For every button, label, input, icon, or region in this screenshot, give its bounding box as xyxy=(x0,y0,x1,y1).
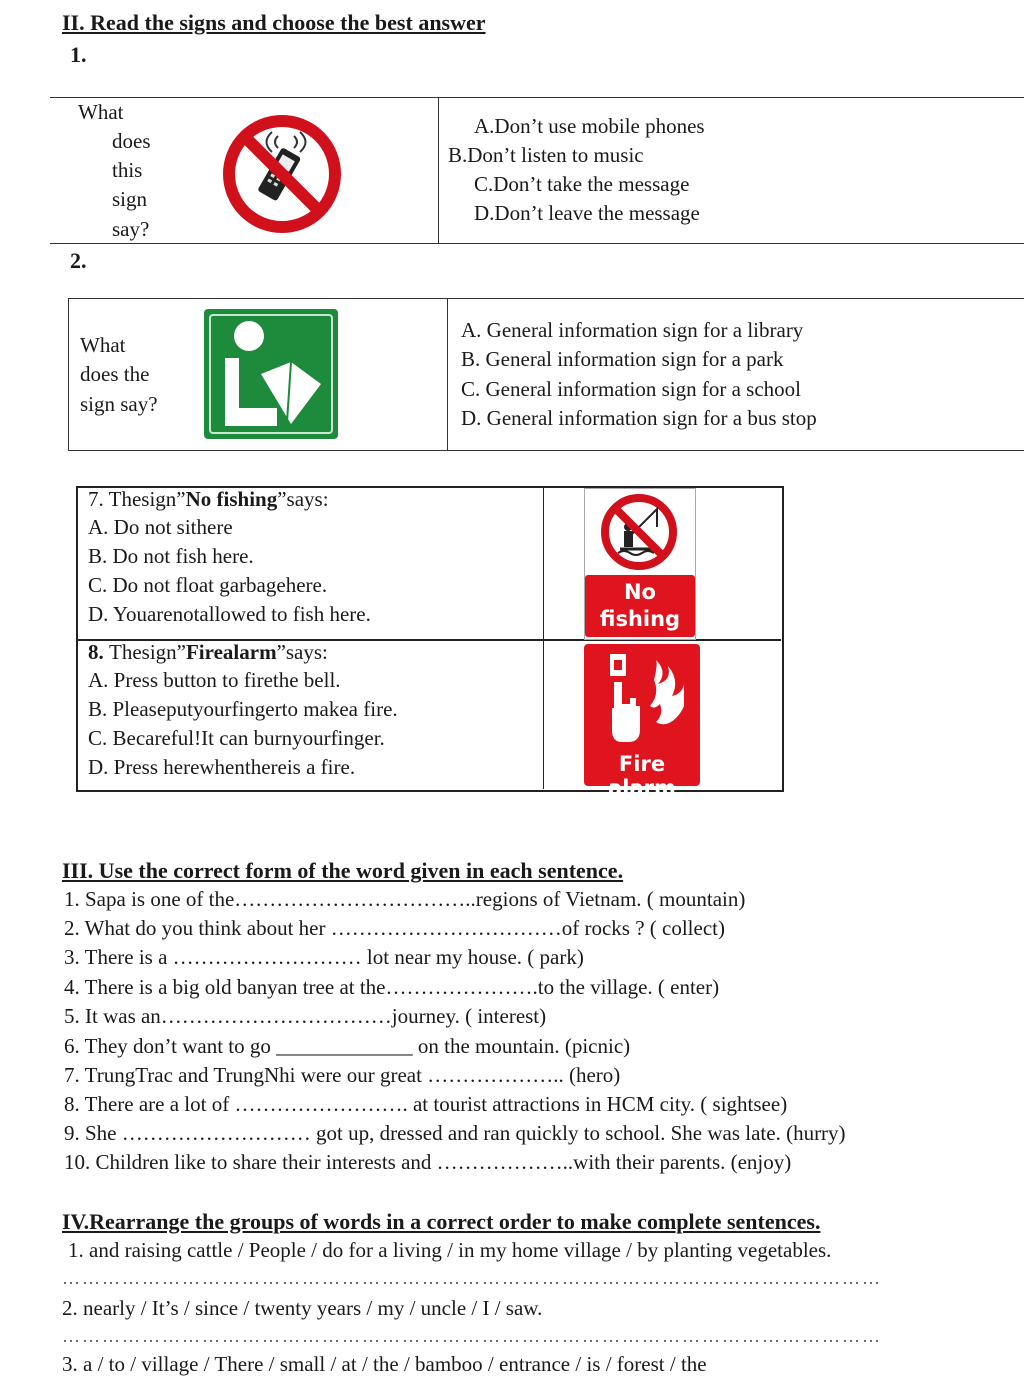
list-item: 3. There is a ……………………… lot near my house. ( park) xyxy=(64,945,584,969)
fire-alarm-sign xyxy=(584,644,700,800)
q8-question: 8. Thesign”Firealarm”says: xyxy=(88,640,328,664)
no-fishing-label: No fishing xyxy=(585,575,695,637)
q2-option-c: C. General information sign for a school xyxy=(461,377,801,401)
list-item: 6. They don’t want to go _____________ on the mountain. (picnic) xyxy=(64,1034,631,1058)
q2-option-d: D. General information sign for a bus stop xyxy=(461,406,817,430)
q1-prompt-word: What xyxy=(78,100,124,124)
section-4-heading: IV.Rearrange the groups of words in a correct order to make complete sentences. xyxy=(62,1209,821,1234)
q7-option-b: B. Do not fish here. xyxy=(88,544,254,568)
list-item: 1. Sapa is one of the……………………………..regions of Vietnam. ( mountain) xyxy=(64,887,746,911)
q2-option-a: A. General information sign for a library xyxy=(461,318,804,342)
list-item: 8. There are a lot of ……………………. at tourist attractions in HCM city. ( sightsee) xyxy=(64,1092,788,1116)
q1-option-b: B.Don’t listen to music xyxy=(448,143,644,167)
q1-prompt-word: say? xyxy=(112,217,150,241)
no-fishing-sign xyxy=(584,488,696,640)
section-2-heading: II. Read the signs and choose the best answer xyxy=(62,10,486,35)
q7-option-a: A. Do not sithere xyxy=(88,515,233,539)
q1-prompt-word: sign xyxy=(112,187,148,211)
list-item: 2. What do you think about her ……………………………of rocks ? ( collect) xyxy=(64,916,725,940)
list-item: 1. and raising cattle / People / do for a living / in my home village / by planting vegetables. xyxy=(68,1238,832,1262)
q8-option-b: B. Pleaseputyourfingerto makea fire. xyxy=(88,697,398,721)
q2-option-b: B. General information sign for a park xyxy=(461,347,784,371)
answer-line: …………………………………………………………………………………………………………… xyxy=(62,1268,882,1288)
fire-alarm-label: Fire alarm xyxy=(608,752,676,800)
q1-prompt-word: this xyxy=(112,158,143,182)
q1-option-c: C.Don’t take the message xyxy=(474,172,690,196)
list-item: 5. It was an……………………………journey. ( interest) xyxy=(64,1004,547,1028)
q8-option-a: A. Press button to firethe bell. xyxy=(88,668,341,692)
library-info-sign-icon xyxy=(203,308,339,440)
no-phone-sign-icon xyxy=(220,112,344,236)
list-item: 4. There is a big old banyan tree at the………………….to the village. ( enter) xyxy=(64,975,720,999)
q2-prompt-word: What xyxy=(80,333,126,357)
fire-alarm-sign-icon xyxy=(600,652,684,744)
question-1-number: 1. xyxy=(70,42,87,67)
question-2-number: 2. xyxy=(70,248,87,273)
q8-option-d: D. Press herewhenthereis a fire. xyxy=(88,755,356,779)
q8-option-c: C. Becareful!It can burnyourfinger. xyxy=(88,726,385,750)
q1-prompt-word: does xyxy=(112,129,151,153)
q7-option-d: D. Youarenotallowed to fish here. xyxy=(88,602,371,626)
section-3-heading: III. Use the correct form of the word given in each sentence. xyxy=(62,858,624,883)
q1-option-a: A.Don’t use mobile phones xyxy=(474,114,705,138)
answer-line: …………………………………………………………………………………………………………… xyxy=(62,1326,882,1346)
q1-option-d: D.Don’t leave the message xyxy=(474,201,700,225)
list-item: 10. Children like to share their interests and ………………..with their parents. (enjoy) xyxy=(64,1150,792,1174)
list-item: 2. nearly / It’s / since / twenty years / my / uncle / I / saw. xyxy=(62,1296,543,1320)
list-item: 7. TrungTrac and TrungNhi were our great ……………….. (hero) xyxy=(64,1063,621,1087)
q2-prompt-word: does the xyxy=(80,362,150,386)
list-item: 3. a / to / village / There / small / at / the / bamboo / entrance / is / forest / the xyxy=(62,1352,707,1376)
q7-question: 7. Thesign”No fishing”says: xyxy=(88,487,329,511)
q7-option-c: C. Do not float garbagehere. xyxy=(88,573,328,597)
list-item: 9. She ……………………… got up, dressed and ran quickly to school. She was late. (hurry) xyxy=(64,1121,846,1145)
q2-prompt-word: sign say? xyxy=(80,392,158,416)
no-fishing-sign-icon xyxy=(598,491,680,573)
